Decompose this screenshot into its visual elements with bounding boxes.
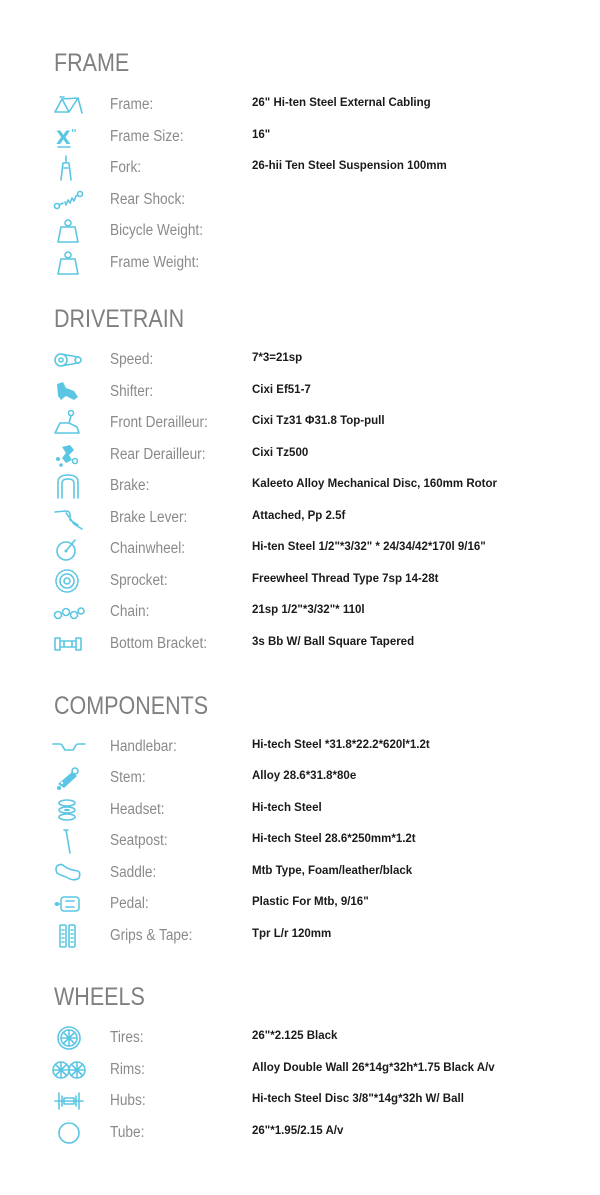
fork-icon — [52, 154, 86, 182]
spec-row-grips — [0, 922, 600, 950]
spec-row-frame-weight — [0, 249, 600, 277]
spec-row-seatpost — [0, 827, 600, 855]
spec-row-handlebar — [0, 733, 600, 761]
rear-derailleur-icon — [52, 441, 86, 469]
spec-value: 3s Bb W/ Ball Square Tapered — [252, 636, 415, 648]
spec-row-shifter — [0, 378, 600, 406]
spec-row-tube — [0, 1119, 600, 1147]
spec-value: Cixi Tz500 — [252, 447, 309, 459]
spec-label: Rims: — [110, 1061, 145, 1078]
headset-icon — [52, 796, 86, 824]
weight-icon — [52, 249, 86, 277]
bottom-bracket-icon — [52, 630, 86, 658]
section-title-drivetrain: DRIVETRAIN — [54, 305, 185, 333]
spec-row-saddle — [0, 859, 600, 887]
spec-label: Grips & Tape: — [110, 927, 193, 944]
spec-value: Alloy Double Wall 26*14g*32h*1.75 Black A/v — [252, 1062, 495, 1074]
spec-value: Hi-tech Steel — [252, 802, 322, 814]
spec-row-rear-shock — [0, 186, 600, 214]
front-derailleur-icon — [52, 409, 86, 437]
spec-label: Fork: — [110, 159, 142, 176]
shifter-icon — [52, 378, 86, 406]
spec-label: Frame Weight: — [110, 254, 200, 271]
spec-label: Hubs: — [110, 1092, 146, 1109]
handlebar-icon — [52, 733, 86, 761]
spec-label: Rear Shock: — [110, 191, 186, 208]
spec-label: Shifter: — [110, 383, 154, 400]
spec-row-front-derailleur — [0, 409, 600, 437]
spec-value: Alloy 28.6*31.8*80e — [252, 770, 357, 782]
spec-label: Rear Derailleur: — [110, 446, 206, 463]
spec-value: Mtb Type, Foam/leather/black — [252, 865, 413, 877]
frame-icon — [52, 91, 86, 119]
spec-value: 7*3=21sp — [252, 352, 303, 364]
spec-row-fork — [0, 154, 600, 182]
spec-label: Pedal: — [110, 895, 149, 912]
spec-label: Chain: — [110, 603, 150, 620]
spec-row-speed — [0, 346, 600, 374]
spec-value: Tpr L/r 120mm — [252, 928, 332, 940]
rear-shock-icon — [52, 186, 86, 214]
spec-value: 26" Hi-ten Steel External Cabling — [252, 97, 431, 109]
speed-icon — [52, 346, 86, 374]
spec-label: Speed: — [110, 351, 154, 368]
spec-row-chainwheel — [0, 535, 600, 563]
section-title-wheels: WHEELS — [54, 983, 145, 1011]
spec-label: Headset: — [110, 801, 165, 818]
spec-row-stem — [0, 764, 600, 792]
spec-row-rims — [0, 1056, 600, 1084]
spec-label: Brake Lever: — [110, 509, 188, 526]
spec-label: Frame Size: — [110, 128, 184, 145]
weight-icon — [52, 217, 86, 245]
spec-label: Seatpost: — [110, 832, 168, 849]
spec-value: Kaleeto Alloy Mechanical Disc, 160mm Rotor — [252, 478, 497, 490]
spec-row-sprocket — [0, 567, 600, 595]
spec-row-chain — [0, 598, 600, 626]
spec-value: Hi-ten Steel 1/2"*3/32" * 24/34/42*170l 9/16" — [252, 541, 486, 553]
spec-value: Hi-tech Steel 28.6*250mm*1.2t — [252, 833, 416, 845]
grips-icon — [52, 922, 86, 950]
svg-text:": " — [71, 127, 77, 140]
spec-label: Front Derailleur: — [110, 414, 208, 431]
pedal-icon — [52, 890, 86, 918]
spec-row-frame — [0, 91, 600, 119]
spec-value: 26"*1.95/2.15 A/v — [252, 1125, 344, 1137]
spec-value: Hi-tech Steel Disc 3/8"*14g*32h W/ Ball — [252, 1093, 464, 1105]
saddle-icon — [52, 859, 86, 887]
spec-label: Handlebar: — [110, 738, 177, 755]
spec-row-tires — [0, 1024, 600, 1052]
seatpost-icon — [52, 827, 86, 855]
spec-value: Plastic For Mtb, 9/16" — [252, 896, 369, 908]
hubs-icon — [52, 1087, 86, 1115]
chainwheel-icon — [52, 535, 86, 563]
spec-label: Tires: — [110, 1029, 144, 1046]
spec-value: Cixi Tz31 Φ31.8 Top-pull — [252, 415, 385, 427]
section-title-frame: FRAME — [54, 49, 130, 77]
spec-label: Bottom Bracket: — [110, 635, 208, 652]
spec-row-bottom-bracket — [0, 630, 600, 658]
spec-row-rear-derailleur — [0, 441, 600, 469]
spec-label: Frame: — [110, 96, 154, 113]
spec-value: 21sp 1/2"*3/32"* 110l — [252, 604, 365, 616]
spec-value: Cixi Ef51-7 — [252, 384, 311, 396]
spec-label: Saddle: — [110, 864, 157, 881]
spec-value: 16" — [252, 129, 271, 141]
spec-label: Brake: — [110, 477, 150, 494]
spec-value: Attached, Pp 2.5f — [252, 510, 346, 522]
sprocket-icon — [52, 567, 86, 595]
brake-lever-icon — [52, 504, 86, 532]
spec-value: Freewheel Thread Type 7sp 14-28t — [252, 573, 439, 585]
tire-icon — [52, 1024, 86, 1052]
brake-icon — [52, 472, 86, 500]
spec-row-headset — [0, 796, 600, 824]
spec-value: 26"*2.125 Black — [252, 1030, 338, 1042]
spec-label: Bicycle Weight: — [110, 222, 203, 239]
stem-icon — [52, 764, 86, 792]
spec-value: 26-hii Ten Steel Suspension 100mm — [252, 160, 447, 172]
rims-icon — [52, 1056, 86, 1084]
section-title-components: COMPONENTS — [54, 692, 209, 720]
spec-row-brake — [0, 472, 600, 500]
spec-row-hubs — [0, 1087, 600, 1115]
spec-row-frame-size — [0, 123, 600, 151]
spec-value: Hi-tech Steel *31.8*22.2*620l*1.2t — [252, 739, 430, 751]
spec-row-pedal — [0, 890, 600, 918]
spec-label: Chainwheel: — [110, 540, 186, 557]
svg-text:X: X — [56, 127, 71, 149]
frame-size-icon — [52, 123, 86, 151]
spec-label: Sprocket: — [110, 572, 168, 589]
spec-row-bicycle-weight — [0, 217, 600, 245]
spec-row-brake-lever — [0, 504, 600, 532]
tube-icon — [52, 1119, 86, 1147]
spec-label: Stem: — [110, 769, 146, 786]
spec-label: Tube: — [110, 1124, 145, 1141]
chain-icon — [52, 598, 86, 626]
